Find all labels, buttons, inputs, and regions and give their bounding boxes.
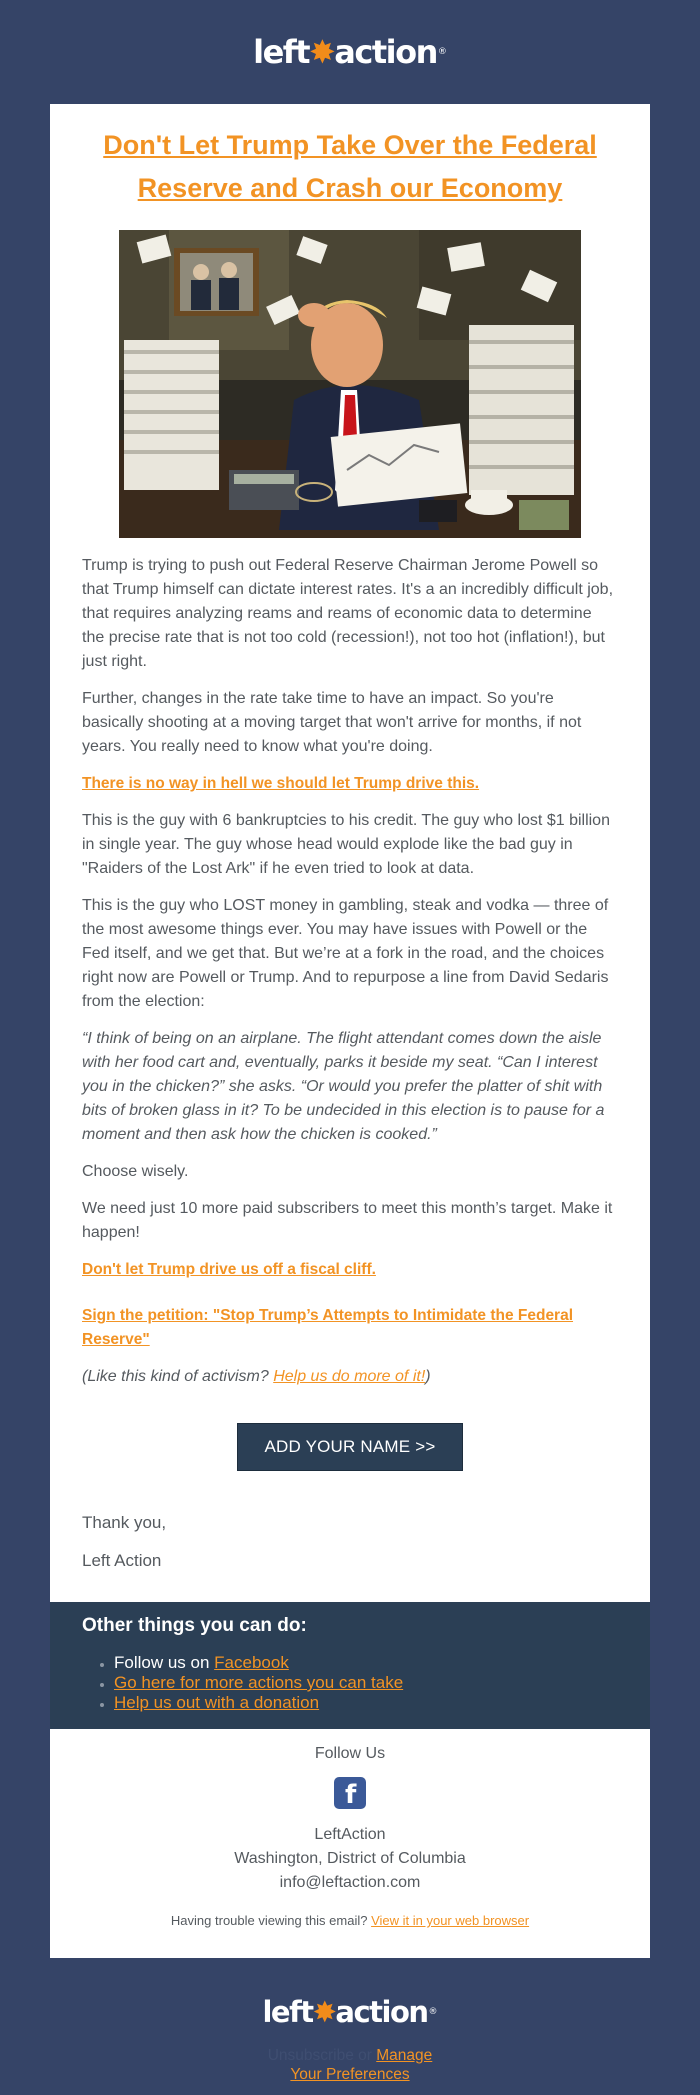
headline-link[interactable]: Don't Let Trump Take Over the Federal Reserve and Crash our Economy (103, 130, 597, 203)
unsubscribe-link[interactable]: Unsubscribe (267, 2047, 354, 2064)
fiscal-cliff-link[interactable]: Don't let Trump drive us off a fiscal cliff. (82, 1261, 376, 1278)
other-actions-panel (50, 1602, 650, 1729)
more-actions-link[interactable]: Go here for more actions you can take (114, 1673, 404, 1692)
footer (50, 1729, 650, 1958)
cta-wrap (82, 1423, 618, 1471)
facebook-glyph: f (345, 1780, 357, 1810)
facebook-link[interactable]: Facebook (214, 1653, 289, 1672)
logo-left: left (253, 33, 309, 71)
activism-suffix: ) (425, 1368, 431, 1385)
bottom-area (0, 1995, 700, 2084)
hero-image[interactable] (119, 230, 581, 538)
org-name: LeftAction (314, 1826, 386, 1843)
view-in-browser-link[interactable]: View it in your web browser (371, 1913, 530, 1928)
no-way-link[interactable]: There is no way in hell we should let Trump drive this. (82, 775, 480, 792)
logo-left: left (262, 1995, 313, 2029)
thanks-text: Thank you, (82, 1513, 167, 1532)
footer-address (50, 1823, 650, 1895)
list-item (114, 1693, 618, 1713)
logo-right: action (334, 33, 437, 71)
unsubscribe-area (0, 2046, 700, 2084)
follow-prefix: Follow us on (114, 1653, 215, 1672)
facebook-icon[interactable] (334, 1777, 366, 1809)
list-item (114, 1653, 618, 1673)
logo-registered: ® (428, 2007, 438, 2017)
signoff-name: Left Action (82, 1551, 162, 1570)
follow-us-label: Follow Us (314, 1745, 386, 1762)
help-us-link[interactable]: Help us do more of it! (273, 1368, 426, 1385)
trouble-prefix: Having trouble viewing this email? (170, 1913, 372, 1928)
other-actions-list (82, 1653, 618, 1713)
logo-right: action (335, 1995, 428, 2029)
trouble-viewing (50, 1913, 650, 1928)
activism-prefix: (Like this kind of activism? (82, 1368, 274, 1385)
paragraph-2: Further, changes in the rate take time to have an impact. So you're basically shooting at a moving target that won't arrive for months, if not years. You really need to know what you're doing. (82, 690, 582, 755)
paragraph-subscribers: We need just 10 more paid subscribers to meet this month’s target. Make it happen! (82, 1200, 613, 1241)
preferences-link[interactable]: Your Preferences (290, 2066, 410, 2083)
paragraph-choose: Choose wisely. (82, 1163, 189, 1180)
signoff (82, 1511, 618, 1573)
paragraph-1: Trump is trying to push out Federal Reserve Chairman Jerome Powell so that Trump himself can dictate interest rates. It's a an incredibly difficult job, that requires analyzing reams and reams of economic data to determine the precise rate that is not too cold (recession!), not too hot (inflation!), but just right. (82, 557, 614, 670)
manage-link[interactable]: Manage (376, 2047, 433, 2064)
donation-link[interactable]: Help us out with a donation (114, 1693, 320, 1712)
org-email: info@leftaction.com (279, 1874, 421, 1891)
petition-paragraph (82, 1304, 618, 1352)
paragraph-4: This is the guy who LOST money in gambling, steak and vodka — three of the most awesome things ever. You may have issues with Powell or the Fed itself, and we get that. But we’re at a fork in the road, and the choices right now are Powell or Trump. And to repurpose a line from David Sedaris from the election: (82, 897, 609, 1010)
email-card (50, 104, 650, 1958)
org-location: Washington, District of Columbia (234, 1850, 466, 1867)
list-item (114, 1673, 618, 1693)
petition-link[interactable]: Sign the petition: "Stop Trump’s Attempts to Intimidate the Federal Reserve" (82, 1307, 574, 1348)
fiscal-cliff-paragraph (82, 1258, 618, 1282)
headline (82, 124, 618, 210)
activism-line (82, 1365, 618, 1389)
logo-star-icon: ✸ (308, 33, 335, 71)
sedaris-quote: “I think of being on an airplane. The flight attendant comes down the aisle with her food cart and, eventually, parks it beside my seat. “Can I interest you in the chicken?” she asks. “Or would you prefer the platter of shit with bits of broken glass in it? To be undecided in this election is to pause for a moment and then ask how the chicken is cooked.” (82, 1030, 605, 1143)
other-actions-heading: Other things you can do: (82, 1615, 307, 1636)
no-way-link-paragraph (82, 772, 618, 796)
add-your-name-button[interactable]: ADD YOUR NAME >> (237, 1423, 462, 1471)
paragraph-3: This is the guy with 6 bankruptcies to his credit. The guy who lost $1 billion in single year. The guy whose head would explode like the bad guy in "Raiders of the Lost Ark" if he even tried to look at data. (82, 812, 610, 877)
footer-logo[interactable] (0, 1995, 700, 2029)
header-logo[interactable] (0, 0, 700, 104)
unsubscribe-or: or (353, 2047, 377, 2064)
logo-registered: ® (437, 47, 447, 57)
logo-star-icon: ✸ (312, 1995, 336, 2029)
